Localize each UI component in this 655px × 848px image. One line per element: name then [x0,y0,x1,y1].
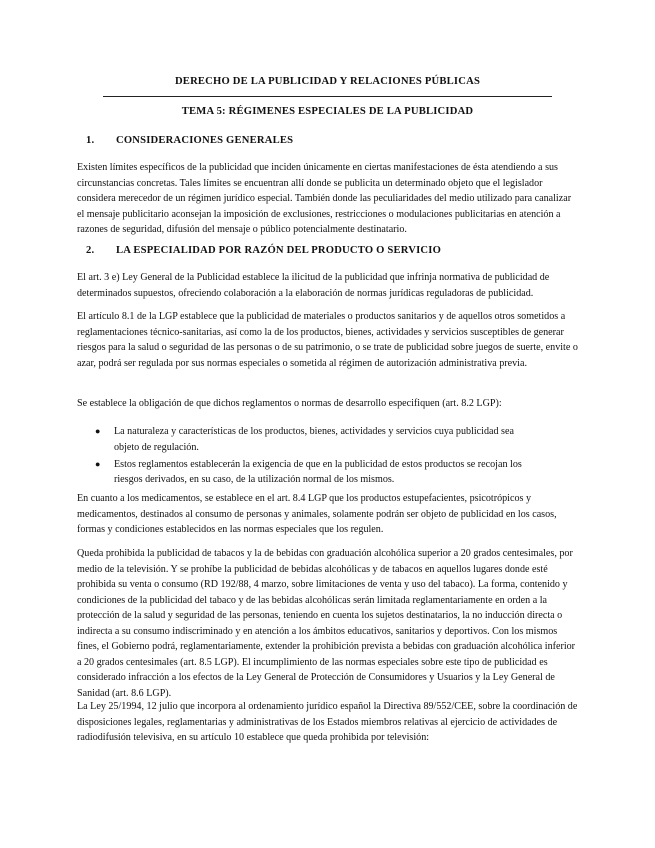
document-title: DERECHO DE LA PUBLICIDAD Y RELACIONES PÚBLICAS [174,76,481,87]
paragraph-art8-2: Se establece la obligación de que dichos reglamentos o normas de desarrollo especifiquen (art. 8.2 LGP): [77,398,502,409]
paragraph-general: Existen límites específicos de la publicidad que inciden únicamente en ciertas manifestaciones de ésta atendiendo a sus circunstancias concretas. Tales límites se encuentran allí donde se publicita un determinado objeto que el legislador considera merecedor de un régimen jurídico especial. También donde las peculiaridades del medio utilizado para canalizar el mensaje publicitario aconsejan la imposición de exclusiones, restricciones o modulaciones publicitarias en atención a razones de seguridad, difusión del mensaje o público potencialmente destinatario. [77,162,572,235]
section-heading-2 [86,245,441,256]
paragraph-art8-1: El artículo 8.1 de la LGP establece que la publicidad de materiales o productos sanitarios y de aquellos otros sometidos a reglamentaciones técnico-sanitarias, así como la de los productos, bienes, actividades y servicios susceptibles de generar riesgos para la salud o seguridad de las personas o de su patrimonio, o se trate de publicidad sobre juegos de suerte, envite o azar, podrá ser regulada por sus normas especiales o sometida al régimen de autorización administrativa previa. [77,311,578,369]
section-number: 2. [86,245,95,256]
paragraph-tabacos: Queda prohibida la publicidad de tabacos y la de bebidas con graduación alcohólica superior a 20 grados centesimales, por medio de la televisión. Y se prohíbe la publicidad de bebidas alcohólicas y de tabacos en aquellos lugares donde esté prohibida su venta o consumo (RD 192/88, 4 marzo, sobre limitaciones de venta y uso del tabaco). La forma, contenido y condiciones de la publicidad del tabaco y de las bebidas alcohólicas serán limitada reglamentariamente en orden a la protección de la salud y seguridad de las personas, teniendo en cuenta los sujetos destinatarios, la no inducción directa o indirecta a su consumo indiscriminado y en atención a los ámbitos educativos, sanitarios y deportivos. Con los mismos fines, el Gobierno podrá, reglamentariamente, extender la prohibición prevista a bebidas con graduación alcohólica inferior a 20 grados centesimales (art. 8.5 LGP). El incumplimiento de las normas especiales sobre este tipo de publicidad es considerado infracción a los efectos de la Ley General de Protección de Consumidores y Usuarios y la Ley General de Sanidad (art. 8.6 LGP). [77,548,576,699]
paragraph-art3: El art. 3 e) Ley General de la Publicidad establece la ilicitud de la publicidad que infrinja normativa de publicidad de determinados supuestos, ofreciendo colaboración a la elaboración de normas jurídicas reguladoras de publicidad. [77,272,550,299]
title-divider [103,96,552,97]
list-item-text: Estos reglamentos establecerán la exigencia de que en la publicidad de estos productos se recojan los riesgos derivados, en su caso, de la utilización normal de los mismos. [114,458,522,485]
list-item [93,424,533,455]
list-item-text: La naturaleza y características de los productos, bienes, actividades y servicios cuya publicidad sea objeto de regulación. [114,426,514,453]
bullet-list [93,424,533,489]
bullet-icon: ● [95,458,101,469]
section-heading-1 [86,135,293,146]
list-item [93,457,533,488]
section-title: LA ESPECIALIDAD POR RAZÓN DEL PRODUCTO O SERVICIO [116,245,442,256]
document-subtitle: TEMA 5: RÉGIMENES ESPECIALES DE LA PUBLICIDAD [181,106,474,117]
section-number: 1. [86,135,95,146]
section-title: CONSIDERACIONES GENERALES [116,135,294,146]
paragraph-ley-25-1994: La Ley 25/1994, 12 julio que incorpora al ordenamiento jurídico español la Directiva 89/552/CEE, sobre la coordinación de disposiciones legales, reglamentarias y administrativas de los Estados miembros relativas al ejercicio de actividades de radiodifusión televisiva, en su artículo 10 establece que queda prohibida por televisión: [77,701,578,743]
paragraph-medicamentos: En cuanto a los medicamentos, se establece en el art. 8.4 LGP que los productos estupefacientes, psicotrópicos y medicamentos, destinados al consumo de personas y animales, solamente podrán ser objeto de publicidad en los casos, formas y condiciones establecidos en las normas especiales que los regulen. [77,493,557,535]
bullet-icon: ● [95,426,101,436]
